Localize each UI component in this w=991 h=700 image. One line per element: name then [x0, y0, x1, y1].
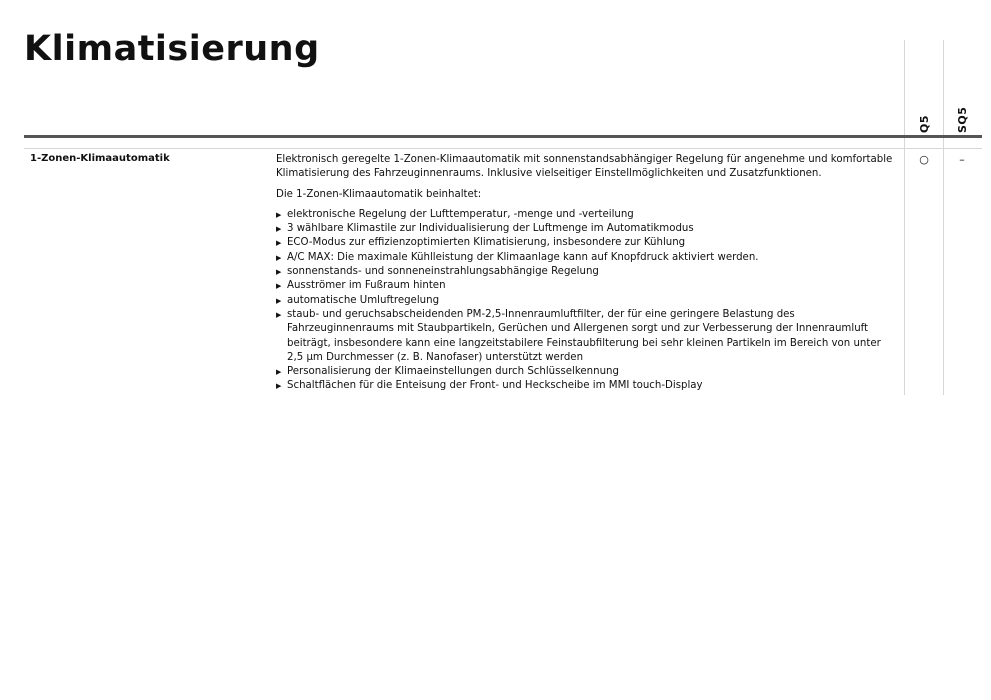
- triangle-bullet-icon: ▶: [276, 239, 282, 248]
- list-item: ▶ elektronische Regelung der Lufttemperatur, -menge und -verteilung: [276, 208, 898, 222]
- page-title: Klimatisierung: [24, 29, 320, 69]
- list-item: ▶ A/C MAX: Die maximale Kühlleistung der Klimaanlage kann auf Knopfdruck aktiviert werden.: [276, 251, 898, 265]
- list-item: ▶ staub- und geruchsabscheidenden PM-2,5-Innenraumluftfilter, der für eine geringere Belastung des Fahrzeuginnenraums mit Staubpartikeln, Gerüchen und Allergenen sorgt und zur Verbesserung der Innenraumluft beiträgt, insbesondere kann eine langzeitstabilere Feinstaubfilterung bei sehr kleinen Partikeln im Bereich von unter 2,5 µm Durchmesser (z. B. Nanofaser) unterstützt werden: [276, 308, 881, 363]
- triangle-bullet-icon: ▶: [276, 368, 282, 377]
- triangle-bullet-icon: ▶: [276, 296, 282, 305]
- column-divider: [904, 40, 905, 395]
- triangle-bullet-icon: ▶: [276, 310, 282, 319]
- feature-description: [276, 153, 898, 394]
- column-divider: [943, 40, 944, 395]
- triangle-bullet-icon: ▶: [276, 382, 282, 391]
- list-item: ▶ sonnenstands- und sonneneinstrahlungsabhängige Regelung: [276, 265, 898, 279]
- header-rule: [24, 135, 982, 138]
- includes-heading: Die 1-Zonen-Klimaautomatik beinhaltet:: [276, 188, 482, 200]
- triangle-bullet-icon: ▶: [276, 225, 282, 234]
- list-item: ▶ Schaltflächen für die Enteisung der Front- und Heckscheibe im MMI touch-Display: [276, 379, 898, 393]
- list-item: ▶ Ausströmer im Fußraum hinten: [276, 279, 898, 293]
- list-item: ▶ automatische Umluftregelung: [276, 294, 898, 308]
- column-header-sq5: SQ5: [956, 106, 969, 133]
- triangle-bullet-icon: ▶: [276, 253, 282, 262]
- triangle-bullet-icon: ▶: [276, 268, 282, 277]
- availability-q5: ○: [919, 153, 929, 166]
- list-item: ▶ ECO-Modus zur effizienzoptimierten Klimatisierung, insbesondere zur Kühlung: [276, 236, 898, 250]
- description-text: Elektronisch geregelte 1-Zonen-Klimaautomatik mit sonnenstandsabhängiger Regelung für angenehme und komfortable Klimatisierung des Fahrzeuginnenraums. Inklusive vielseitiger Einstellmöglichkeiten und Zusatzfunktionen.: [276, 154, 893, 180]
- list-item: ▶ Personalisierung der Klimaeinstellungen durch Schlüsselkennung: [276, 365, 898, 379]
- list-item: ▶ 3 wählbare Klimastile zur Individualisierung der Luftmenge im Automatikmodus: [276, 222, 898, 236]
- availability-sq5: –: [959, 153, 965, 166]
- feature-name: 1-Zonen-Klimaautomatik: [30, 153, 170, 164]
- triangle-bullet-icon: ▶: [276, 210, 282, 219]
- triangle-bullet-icon: ▶: [276, 282, 282, 291]
- column-header-q5: Q5: [918, 114, 931, 133]
- row-rule: [24, 148, 982, 149]
- feature-list: [276, 208, 898, 394]
